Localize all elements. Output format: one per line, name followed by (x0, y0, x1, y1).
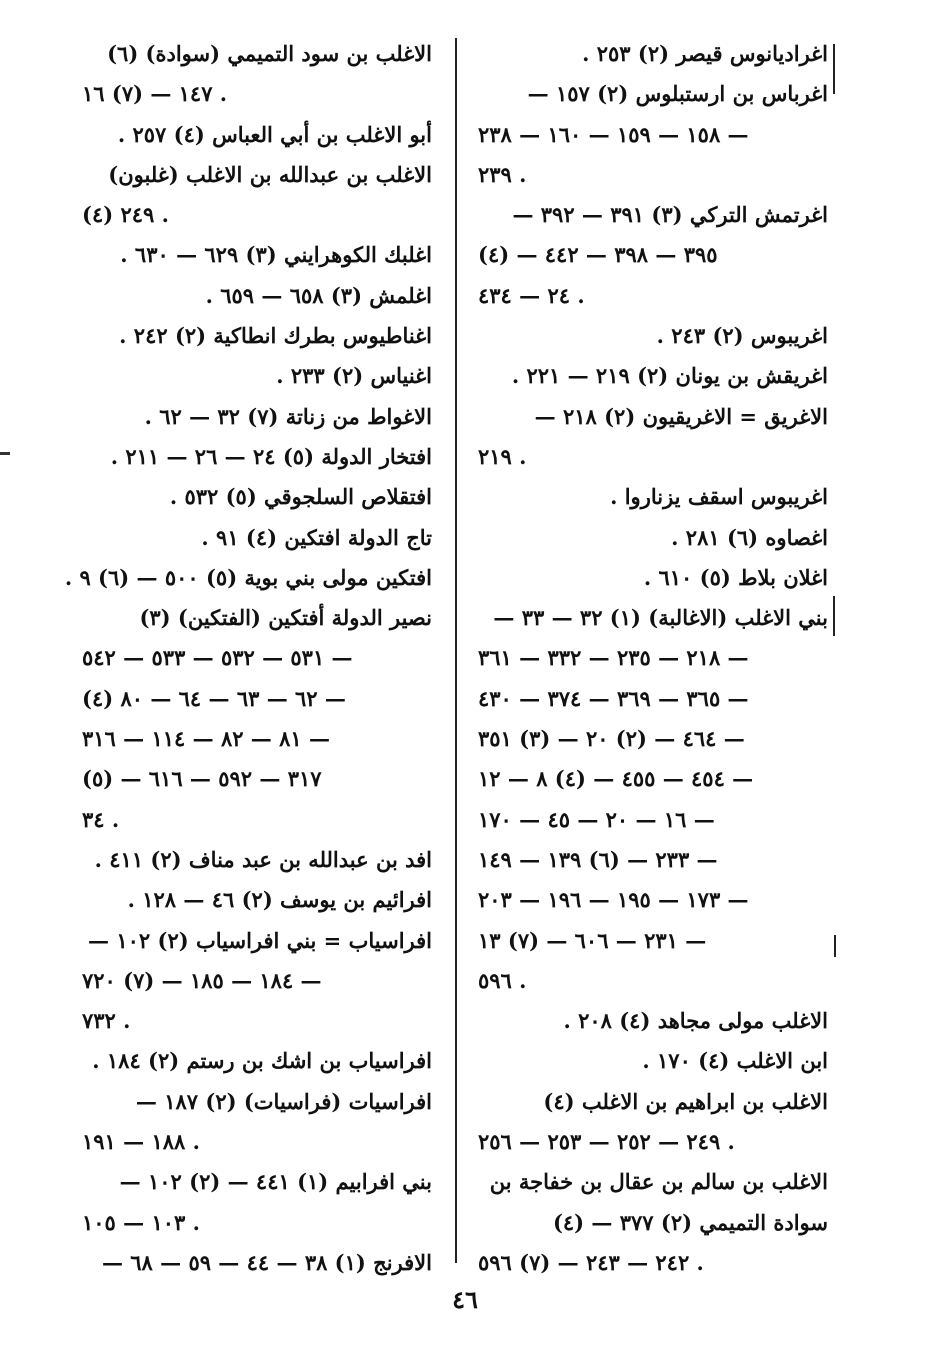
index-entry-line: ١٠٣ — ١٠٥ . (82, 1209, 200, 1235)
index-entry-line: بني افرابيم (١) ٤٤١ — (٢) ١٠٢ — (119, 1169, 432, 1195)
index-entry-line: ١٥٨ — ١٥٩ — ١٦٠ — ٢٣٨ — (478, 121, 749, 147)
margin-bracket-mark (833, 596, 835, 636)
edge-mark (0, 452, 10, 455)
index-entry-line: الافرنج (١) ٣٨ — ٤٤ — ٥٩ — ٦٨ — (101, 1249, 432, 1275)
index-entry-line: ٢٣٣ — (٦) ١٣٩ — ١٤٩ — (478, 846, 718, 872)
index-entry-line: افد بن عبدالله بن عبد مناف (٢) ٤١١ . (94, 846, 432, 872)
index-entry-line: اغنياس (٢) ٢٣٣ . (276, 363, 432, 389)
margin-bracket-mark (834, 935, 836, 957)
index-entry-line: افراسياب = بني افراسياب (٢) ١٠٢ — (88, 927, 432, 953)
index-entry-line: ٤٥٤ — ٤٥٥ — (٤) ٨ — ١٢ — (478, 766, 754, 792)
index-entry-line: اغلان بلاط (٥) ٦١٠ . (643, 564, 828, 590)
index-entry-line: اغلبك الكوهرايني (٣) ٦٢٩ — ٦٣٠ . (120, 242, 432, 268)
index-entry-line: افتخار الدولة (٥) ٢٤ — ٢٦ — ٢١١ . (110, 443, 432, 469)
index-entry-line: ١٨٤ — ١٨٥ — (٧) ٧٢٠ — (82, 967, 322, 993)
index-entry-line: ٢٤٩ — ٢٥٢ — ٢٥٣ — ٢٥٦ . (478, 1129, 735, 1155)
index-entry-line: نصير الدولة أفتكين (الفتكين) (٣) (139, 605, 432, 631)
index-entry-line: اغرباس بن ارستبلوس (٢) ١٥٧ — (527, 81, 828, 107)
index-entry-line: ١٤٧ — (٧) ١٦ . (82, 81, 228, 107)
index-entry-line: افراسيات (فراسيات) (٢) ١٨٧ — (135, 1088, 432, 1114)
index-entry-line: ٢٣١ — ٦٠٦ — (٧) ١٣ — (478, 927, 707, 953)
index-entry-line: ١٧٣ — ١٩٥ — ١٩٦ — ٢٠٣ — (478, 887, 749, 913)
index-entry-line: اغريقش بن يونان (٢) ٢١٩ — ٢٢١ . (511, 363, 828, 389)
index-entry-line: اغرتمش التركي (٣) ٣٩١ — ٣٩٢ — (512, 202, 828, 228)
index-entry-line: سوادة التميمي (٢) ٣٧٧ — (٤) (552, 1209, 828, 1235)
index-entry-line: ٤٦٤ — (٢) ٢٠ — (٣) ٣٥١ — (478, 726, 745, 752)
index-entry-line: ٨١ — ٨٢ — ١١٤ — ٣١٦ — (82, 726, 330, 752)
index-entry-line: اغريبوس اسقف يزناروا . (610, 484, 828, 510)
index-entry-line: اغصاوه (٦) ٢٨١ . (671, 524, 828, 550)
index-entry-line: بني الاغلب (الاغالبة) (١) ٣٢ — ٣٣ — (493, 605, 828, 631)
index-entry-line: الاغريق = الاغريقيون (٢) ٢١٨ — (534, 403, 828, 429)
index-entry-line: ابن الاغلب (٤) ١٧٠ . (642, 1048, 828, 1074)
index-entry-line: ٥٣١ — ٥٣٢ — ٥٣٣ — ٥٤٢ — (82, 645, 353, 671)
margin-bracket-mark (833, 44, 835, 94)
index-entry-line: ٣١٧ — ٥٩٢ — ٦١٦ — (٥) (82, 766, 322, 792)
index-entry-line: ٢٣٩ . (478, 161, 527, 187)
index-entry-line: ٥٩٦ . (478, 967, 527, 993)
index-entry-line: افراسياب بن اشك بن رستم (٢) ١٨٤ . (92, 1048, 432, 1074)
index-entry-line: ١٨٨ — ١٩١ . (82, 1129, 200, 1155)
index-entry-line: ٢١٩ . (478, 443, 527, 469)
index-entry-line: (٤) ٢٤٩ . (82, 202, 169, 228)
index-entry-line: اغراديانوس قيصر (٢) ٢٥٣ . (582, 41, 828, 66)
index-entry-line: الاغلب بن سالم بن عقال بن خفاجة بن (489, 1169, 828, 1195)
index-column-right (478, 34, 828, 1283)
index-entry-line: ٢٤ — ٤٣٤ . (478, 282, 585, 308)
index-entry-line: (٤) ٦٢ — ٦٣ — ٦٤ — ٨٠ — (82, 685, 346, 711)
index-entry-line: افتكين مولى بني بوية (٥) ٥٠٠ — (٦) ٩ . (64, 564, 432, 590)
index-entry-line: افتقلاص السلجوقي (٥) ٥٣٢ . (169, 484, 432, 510)
index-entry-line: أبو الاغلب بن أبي العباس (٤) ٢٥٧ . (117, 121, 432, 147)
index-entry-line: الاغواط من زناتة (٧) ٣٢ — ٦٢ . (144, 403, 432, 429)
index-entry-line: ٣٤ . (82, 806, 120, 832)
index-entry-line: الاغلب مولى مجاهد (٤) ٢٠٨ . (563, 1008, 828, 1034)
index-entry-line: الاغلب بن سود التميمي (سوادة) (٦) (107, 41, 432, 66)
index-entry-line: ٢١٨ — ٢٣٥ — ٣٣٢ — ٣٦١ — (478, 645, 749, 671)
index-entry-line: الاغلب بن عبدالله بن الاغلب (غلبون) (108, 161, 432, 187)
page-number: ٤٦ (452, 1285, 478, 1314)
index-entry-line: ٣٦٥ — ٣٦٩ — ٣٧٤ — ٤٣٠ — (478, 685, 749, 711)
index-entry-line: افرائيم بن يوسف (٢) ٤٦ — ١٢٨ . (127, 887, 432, 913)
index-column-left (64, 34, 432, 1283)
index-entry-line: اغلمش (٣) ٦٥٨ — ٦٥٩ . (205, 282, 432, 308)
index-entry-line: ٧٣٢ . (82, 1008, 131, 1034)
index-entry-line: الاغلب بن ابراهيم بن الاغلب (٤) (543, 1088, 828, 1114)
index-entry-line: ٢٤٢ — ٢٤٣ — (٧) ٥٩٦ . (478, 1249, 704, 1275)
index-entry-line: ٣٩٥ — ٣٩٨ — ٤٤٢ — (٤) (478, 242, 718, 268)
index-entry-line: اغناطيوس بطرك انطاكية (٢) ٢٤٢ . (119, 323, 432, 349)
index-entry-line: ١٦ — ٢٠ — ٤٥ — ١٧٠ — (478, 806, 715, 832)
column-divider (455, 38, 457, 1263)
index-entry-line: اغريبوس (٢) ٢٤٣ . (656, 323, 828, 349)
index-entry-line: تاج الدولة افتكين (٤) ٩١ . (201, 524, 432, 550)
